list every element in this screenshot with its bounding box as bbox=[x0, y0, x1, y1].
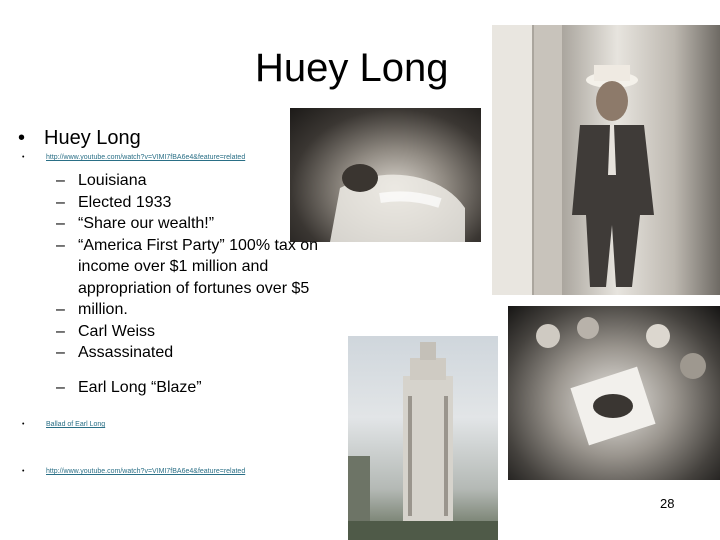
ballad-link[interactable]: Ballad of Earl Long bbox=[46, 421, 106, 428]
bullet-dot: • bbox=[22, 421, 25, 428]
photo-louisiana-capitol bbox=[348, 336, 498, 540]
bullet-dot: • bbox=[18, 127, 26, 149]
list-item-continuation: appropriation of fortunes over $5 bbox=[78, 279, 310, 297]
youtube-link-1[interactable]: http://www.youtube.com/watch?v=VIMI7fBA6e4&feature=related bbox=[46, 154, 246, 161]
photo-huey-long-body bbox=[290, 108, 481, 242]
earl-long-item: – Earl Long “Blaze” bbox=[56, 379, 202, 396]
main-bullet-label: Huey Long bbox=[44, 127, 141, 149]
link-row-2 bbox=[22, 467, 245, 477]
list-item: – Carl Weiss bbox=[56, 322, 156, 340]
main-bullet bbox=[18, 126, 141, 150]
list-item: – Assassinated bbox=[56, 344, 174, 361]
bullet-dot: • bbox=[22, 154, 25, 161]
list-item-continuation: income over $1 million and bbox=[78, 258, 269, 275]
link-row-1 bbox=[22, 153, 245, 163]
photo-huey-long-walking bbox=[492, 25, 720, 295]
list-item: – “America First Party” 100% tax on bbox=[56, 236, 319, 254]
photo-funeral-crowd bbox=[508, 306, 720, 480]
list-item: – Elected 1933 bbox=[56, 193, 172, 211]
slide-title: Huey Long bbox=[255, 46, 449, 90]
sub-list bbox=[56, 170, 318, 364]
page-number: 28 bbox=[660, 496, 675, 511]
list-item: – Louisiana bbox=[56, 172, 147, 189]
link-row-ballad bbox=[22, 420, 105, 430]
bullet-dot: • bbox=[22, 468, 25, 475]
list-item: – million. bbox=[56, 301, 128, 318]
youtube-link-2[interactable]: http://www.youtube.com/watch?v=VIMI7fBA6e4&feature=related bbox=[46, 468, 246, 475]
list-item: – “Share our wealth!” bbox=[56, 215, 215, 232]
